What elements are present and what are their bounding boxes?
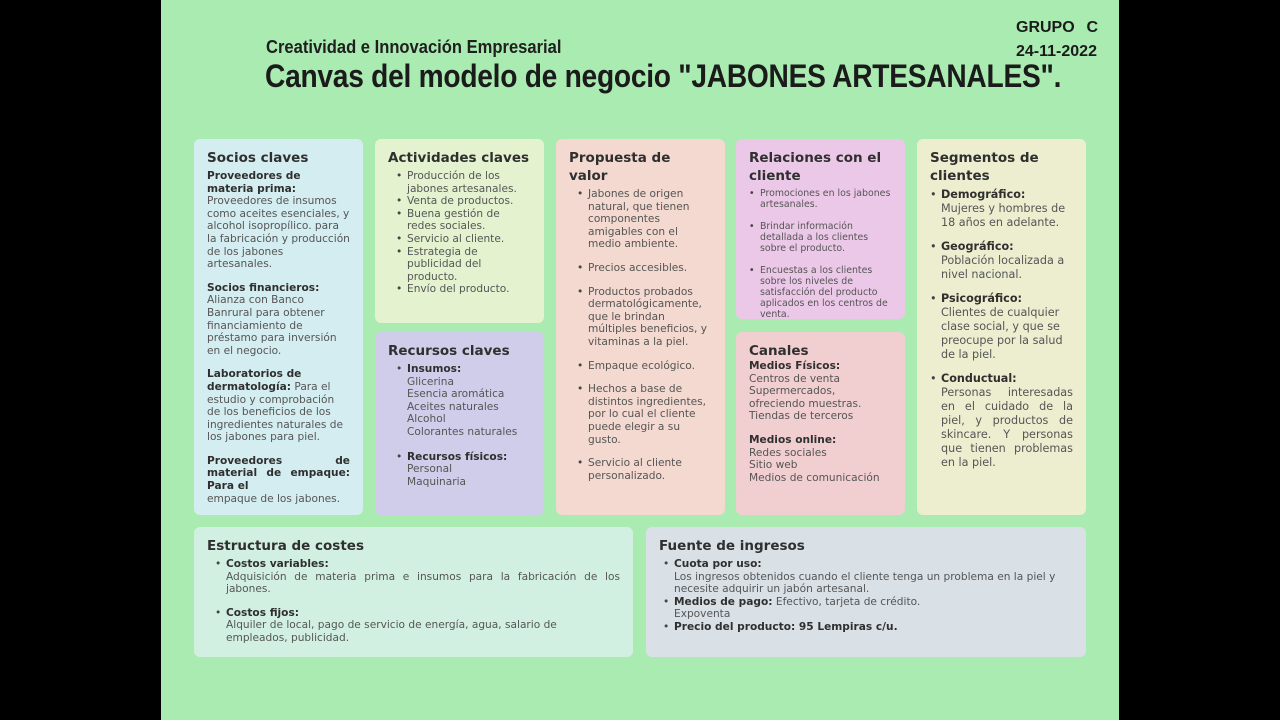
canales-online: Medios online: Redes sociales Sitio web Medios de comunicación (749, 433, 880, 484)
list-item: • Brindar información detallada a los clientes sobre el producto. (749, 221, 892, 254)
list-item: • Medios de pago: Efectivo, tarjeta de crédito. Expoventa (663, 596, 1073, 621)
card-title: Estructura de costes (207, 538, 364, 554)
card-title: Segmentos de clientes (930, 150, 1039, 184)
segmentos-list (930, 188, 1073, 470)
propuesta-list (569, 188, 712, 482)
list-item: • Servicio al cliente personalizado. (577, 457, 712, 482)
page-title: Canvas del modelo de negocio "JABONES ARTESANALES". (265, 58, 1062, 94)
socio-block: Socios financieros: Alianza con Banco Banrural para obtener financiamiento de préstamo para inversión en el negocio. (207, 281, 337, 357)
relaciones-list (749, 188, 892, 319)
list-item: • Insumos: Glicerina Esencia aromática Aceites naturales Alcohol Colorantes naturales (396, 363, 531, 439)
card-title: Fuente de ingresos (659, 538, 805, 554)
list-item: • Hechos a base de distintos ingredientes, por lo cual el cliente puede elegir a su gusto. (577, 383, 712, 446)
card-title: Relaciones con el cliente (749, 150, 882, 184)
date: 24-11-2022 (1016, 43, 1097, 60)
socio-block: Laboratorios de dermatología: Para el estudio y comprobación de los beneficios de los ingredientes naturales de los jabones para piel. (207, 368, 343, 444)
card-estructura-costes (194, 527, 633, 657)
card-title: Socios claves (207, 150, 309, 166)
card-fuente-ingresos (646, 527, 1086, 657)
list-item: • Jabones de origen natural, que tienen componentes amigables con el medio ambiente. (577, 188, 712, 251)
list-item: • Cuota por uso: Los ingresos obtenidos cuando el cliente tenga un problema en la piel y necesite adquirir un jabón artesanal. (663, 558, 1073, 596)
list-item: • Productos probados dermatológicamente, que le brindan múltiples beneficios, y vitaminas a la piel. (577, 286, 712, 349)
list-item: • Producción de los jabones artesanales. (396, 170, 531, 195)
card-actividades-claves (375, 139, 544, 323)
course-subtitle: Creatividad e Innovación Empresarial (266, 37, 562, 57)
list-item: • Buena gestión de redes sociales. (396, 208, 531, 233)
slide (161, 0, 1119, 720)
card-canales (736, 332, 905, 515)
card-title: Propuesta de valor (569, 150, 671, 184)
list-item: • Precio del producto: 95 Lempiras c/u. (663, 621, 1073, 634)
card-recursos-claves (375, 332, 544, 515)
list-item: • Venta de productos. (396, 195, 531, 208)
card-title: Canales (749, 343, 809, 359)
costes-list (207, 558, 620, 645)
recursos-list (388, 363, 531, 488)
canales-fisicos: Medios Físicos: Centros de venta Supermercados, ofreciendo muestras. Tiendas de terceros (749, 360, 862, 423)
list-item: • Encuestas a los clientes sobre los niveles de satisfacción del producto aplicados en los centros de venta. (749, 265, 892, 319)
list-item: • Servicio al cliente. (396, 233, 531, 246)
card-propuesta-valor (556, 139, 725, 515)
card-socios-claves (194, 139, 363, 515)
list-item: • Geográfico: Población localizada a nivel nacional. (930, 240, 1073, 282)
list-item: • Demográfico: Mujeres y hombres de 18 años en adelante. (930, 188, 1073, 230)
list-item: • Estrategia de publicidad del producto. (396, 246, 531, 284)
list-item: • Psicográfico: Clientes de cualquier clase social, y que se preocupe por la salud de la piel. (930, 292, 1073, 362)
card-title: Actividades claves (388, 150, 530, 166)
card-relaciones-cliente (736, 139, 905, 319)
list-item: • Envío del producto. (396, 283, 531, 296)
list-item: • Costos variables: Adquisición de materia prima e insumos para la fabricación de los jabones. (215, 558, 620, 596)
list-item: • Recursos físicos: Personal Maquinaria (396, 451, 531, 489)
group-value: C (1086, 19, 1098, 36)
ingresos-list (659, 558, 1073, 634)
actividades-list (388, 170, 531, 296)
list-item: • Conductual: Personas interesadas en el cuidado de la piel, y productos de skincare. Y personas que tienen problemas en la piel. (930, 372, 1073, 470)
group-label: GRUPO (1016, 19, 1075, 36)
card-segmentos-clientes (917, 139, 1086, 515)
socio-block: Proveedores de material de empaque: Para el empaque de los jabones. (207, 454, 350, 505)
list-item: • Promociones en los jabones artesanales. (749, 188, 892, 210)
list-item: • Precios accesibles. (577, 262, 712, 275)
list-item: • Empaque ecológico. (577, 360, 712, 373)
group-info (1016, 16, 1098, 64)
card-title: Recursos claves (388, 343, 510, 359)
list-item: • Costos fijos: Alquiler de local, pago de servicio de energía, agua, salario de empleados, publicidad. (215, 607, 620, 645)
socio-block: Proveedores de materia prima: Proveedores de insumos como aceites esenciales, y alcohol isopropílico. para la fabricación y producción de los jabones artesanales. (207, 170, 350, 271)
